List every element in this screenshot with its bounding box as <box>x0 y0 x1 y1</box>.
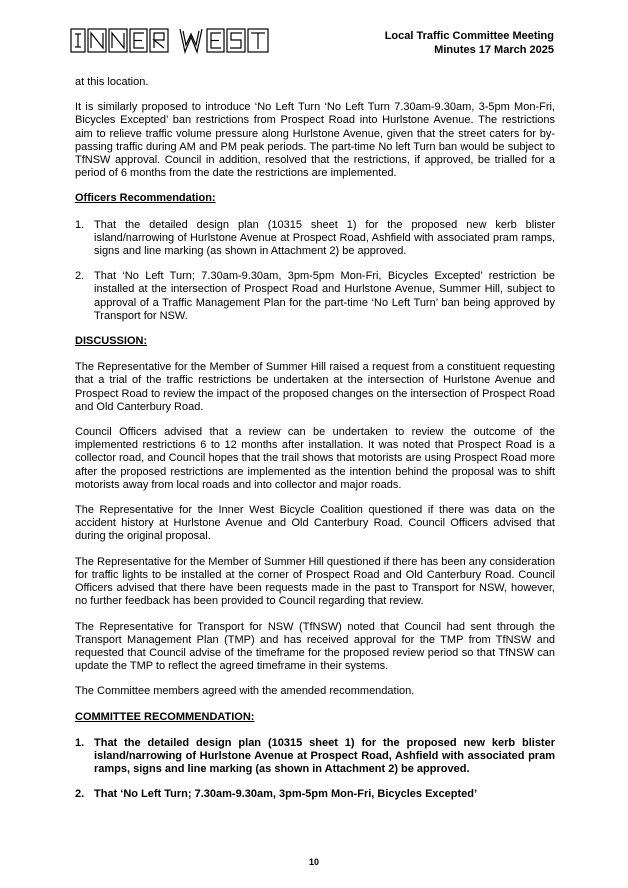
discussion-paragraph: The Representative for Transport for NSW (TfNSW) noted that Council had sent through the Transport Management Plan (TMP) and has received approval for the TMP from TfNSW and requested that Council advise of the timeframe for the proposed review period so that TfNSW can update the TMP to reflect the agreed timeframe in their systems. <box>75 620 555 673</box>
committee-recommendation-list <box>75 737 555 802</box>
list-item <box>75 737 555 777</box>
discussion-paragraph: The Representative for the Member of Summer Hill raised a request from a constituent requesting that a trial of the traffic restrictions be undertaken at the intersection of Hurlstone Avenue and Prospect Road to review the impact of the proposed changes on the intersection of Prospect Road and Old Canterbury Road. <box>75 361 555 413</box>
inner-west-logo <box>70 26 280 56</box>
list-item <box>75 788 555 801</box>
list-item-number: 1. <box>75 218 85 231</box>
discussion-heading: DISCUSSION: <box>75 335 148 348</box>
list-item <box>75 270 555 323</box>
list-item <box>75 219 555 259</box>
list-item-number: 1. <box>75 736 85 749</box>
discussion-paragraph: The Representative for the Inner West Bicycle Coalition questioned if there was data on the accident history at Hurlstone Avenue and Old Canterbury Road. Council Officers advised that during the original proposal. <box>75 504 555 543</box>
header-meeting-title: Local Traffic Committee Meeting <box>384 30 554 42</box>
intro-fragment: at this location. <box>75 76 149 88</box>
list-item-text: That ‘No Left Turn; 7.30am-9.30am, 3pm-5pm Mon-Fri, Bicycles Excepted’ restriction be installed at the intersection of Prospect Road and Hurlstone Avenue, Summer Hill, subject to approval of a Traffic Management Plan for the part-time ‘No Left Turn’ ban being approved by Transport for NSW. <box>94 270 555 322</box>
document-body <box>75 76 555 814</box>
discussion-paragraph: Council Officers advised that a review can be undertaken to review the outcome of the implemented restrictions 6 to 12 months after installation. It was noted that Prospect Road is a collector road, and Council hopes that the trail shows that motorists are using Prospect Road more after the proposed restrictions are implemented as the intention behind the proposal was to shift motorists away from local roads and into collector and major roads. <box>75 426 555 491</box>
committee-recommendation-heading: COMMITTEE RECOMMENDATION: <box>75 710 255 723</box>
document-header <box>385 30 554 57</box>
proposal-paragraph: It is similarly proposed to introduce ‘No Left Turn ‘No Left Turn 7.30am-9.30am, 3-5pm Mon-Fri, Bicycles Excepted’ ban restrictions from Prospect Road into Hurlstone Avenue. The restrictions aim to relieve traffic volume pressure along Hurlstone Avenue, given that the street caters for by-passing traffic during AM and PM peak periods. The part-time No left Turn ban would be subject to TfNSW approval. Council in addition, resolved that the restrictions, if approved, be trialled for a period of 6 months from the date the restrictions are implemented. <box>75 101 555 180</box>
officers-recommendation-heading: Officers Recommendation: <box>75 192 216 205</box>
header-minutes-date: Minutes 17 March 2025 <box>434 43 554 56</box>
list-item-text: That ‘No Left Turn; 7.30am-9.30am, 3pm-5pm Mon-Fri, Bicycles Excepted’ <box>94 788 478 801</box>
list-item-text: That the detailed design plan (10315 sheet 1) for the proposed new kerb blister island/narrowing of Hurlstone Avenue at Prospect Road, Ashfield with associated pram ramps, signs and line marking (as shown in Attachment 2) be approved. <box>94 218 555 258</box>
page-number: 10 <box>308 857 319 867</box>
discussion-paragraph: The Committee members agreed with the amended recommendation. <box>75 685 415 698</box>
discussion-paragraph: The Representative for the Member of Summer Hill questioned if there has been any consideration for traffic lights to be installed at the corner of Prospect Road and Old Canterbury Road. Council Officers advised that there have been requests made in the past to Transport for NSW, however, no further feedback has been provided to Council regarding that review. <box>75 555 555 608</box>
list-item-number: 2. <box>75 270 85 283</box>
officers-recommendation-list <box>75 219 555 323</box>
list-item-number: 2. <box>75 788 85 801</box>
list-item-text: That the detailed design plan (10315 sheet 1) for the proposed new kerb blister island/narrowing of Hurlstone Avenue at Prospect Road, Ashfield with associated pram ramps, signs and line marking (as shown in Attachment 2) be approved. <box>94 736 555 776</box>
inner-west-logo-graphic <box>70 26 280 56</box>
